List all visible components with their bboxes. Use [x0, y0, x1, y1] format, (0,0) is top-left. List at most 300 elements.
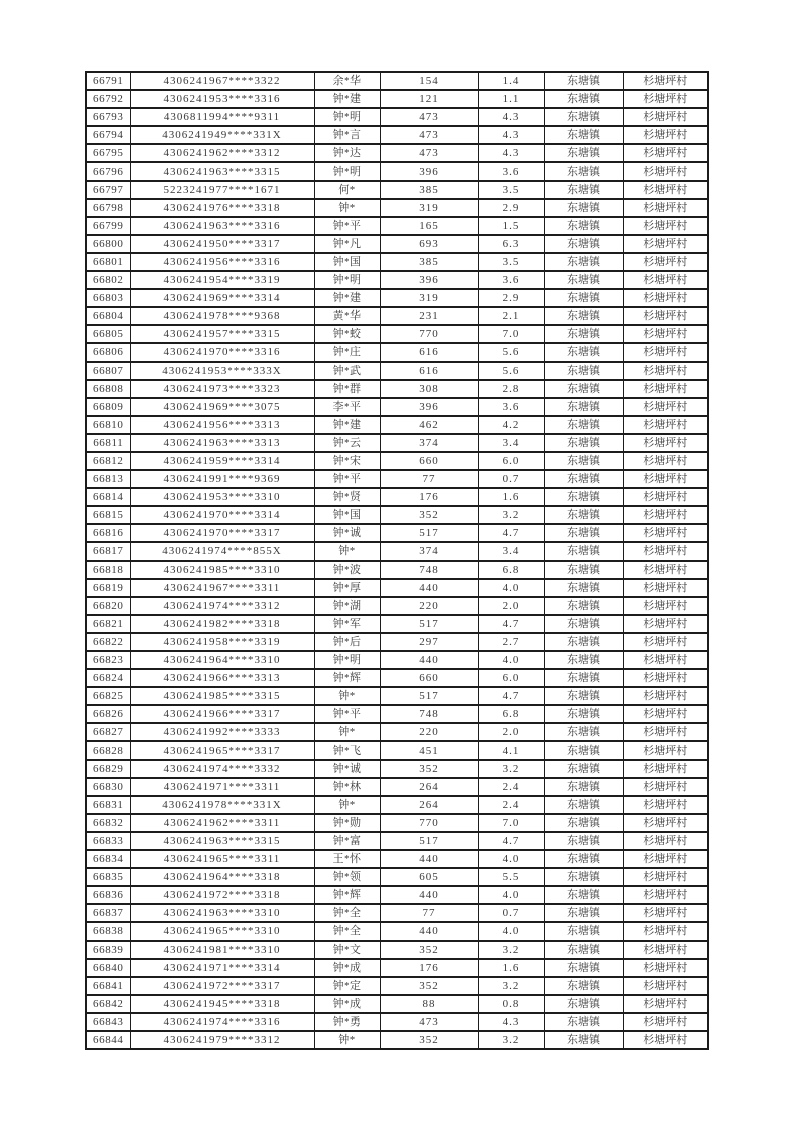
cell-village: 杉塘坪村: [623, 687, 708, 705]
cell-seq: 66802: [86, 271, 130, 289]
cell-name: 钟*: [314, 542, 380, 560]
cell-name: 钟*成: [314, 959, 380, 977]
cell-seq: 66799: [86, 217, 130, 235]
cell-town: 东塘镇: [544, 904, 623, 922]
cell-id-number: 4306241963****3313: [130, 434, 314, 452]
cell-village: 杉塘坪村: [623, 452, 708, 470]
cell-town: 东塘镇: [544, 380, 623, 398]
cell-seq: 66814: [86, 488, 130, 506]
cell-name: 李*平: [314, 398, 380, 416]
cell-village: 杉塘坪村: [623, 723, 708, 741]
table-row: [86, 542, 708, 560]
cell-rate: 7.0: [478, 325, 544, 343]
cell-amount: 605: [380, 868, 478, 886]
cell-amount: 220: [380, 597, 478, 615]
cell-seq: 66843: [86, 1013, 130, 1031]
cell-name: 钟*勋: [314, 814, 380, 832]
cell-village: 杉塘坪村: [623, 524, 708, 542]
cell-amount: 473: [380, 1013, 478, 1031]
cell-rate: 0.7: [478, 904, 544, 922]
cell-village: 杉塘坪村: [623, 705, 708, 723]
cell-id-number: 4306241950****3317: [130, 235, 314, 253]
cell-village: 杉塘坪村: [623, 796, 708, 814]
table-row: [86, 126, 708, 144]
table-row: [86, 488, 708, 506]
cell-village: 杉塘坪村: [623, 886, 708, 904]
cell-village: 杉塘坪村: [623, 343, 708, 361]
cell-name: 钟*定: [314, 977, 380, 995]
cell-village: 杉塘坪村: [623, 741, 708, 759]
cell-name: 钟*云: [314, 434, 380, 452]
cell-name: 黄*华: [314, 307, 380, 325]
table-row: [86, 506, 708, 524]
cell-seq: 66837: [86, 904, 130, 922]
cell-town: 东塘镇: [544, 561, 623, 579]
cell-name: 钟*国: [314, 506, 380, 524]
cell-town: 东塘镇: [544, 597, 623, 615]
cell-id-number: 4306241963****3315: [130, 162, 314, 180]
cell-name: 钟*明: [314, 108, 380, 126]
table-row: [86, 868, 708, 886]
cell-town: 东塘镇: [544, 90, 623, 108]
cell-name: 钟*: [314, 796, 380, 814]
cell-amount: 517: [380, 524, 478, 542]
cell-village: 杉塘坪村: [623, 434, 708, 452]
cell-id-number: 4306241981****3310: [130, 941, 314, 959]
cell-village: 杉塘坪村: [623, 904, 708, 922]
cell-rate: 4.0: [478, 850, 544, 868]
cell-seq: 66830: [86, 778, 130, 796]
cell-name: 钟*富: [314, 832, 380, 850]
cell-amount: 88: [380, 995, 478, 1013]
table-row: [86, 687, 708, 705]
cell-id-number: 4306241949****331X: [130, 126, 314, 144]
cell-seq: 66794: [86, 126, 130, 144]
cell-amount: 440: [380, 886, 478, 904]
cell-amount: 352: [380, 941, 478, 959]
cell-id-number: 4306241963****3310: [130, 904, 314, 922]
cell-name: 钟*建: [314, 416, 380, 434]
table-row: [86, 524, 708, 542]
cell-rate: 3.4: [478, 434, 544, 452]
cell-id-number: 4306241945****3318: [130, 995, 314, 1013]
cell-amount: 517: [380, 615, 478, 633]
table-row: [86, 398, 708, 416]
cell-seq: 66823: [86, 651, 130, 669]
cell-name: 钟*明: [314, 651, 380, 669]
cell-id-number: 4306241962****3312: [130, 144, 314, 162]
cell-town: 东塘镇: [544, 398, 623, 416]
cell-amount: 297: [380, 633, 478, 651]
cell-name: 钟*波: [314, 561, 380, 579]
table-row: [86, 832, 708, 850]
cell-name: 钟*飞: [314, 741, 380, 759]
cell-name: 钟*达: [314, 144, 380, 162]
cell-amount: 748: [380, 705, 478, 723]
cell-town: 东塘镇: [544, 687, 623, 705]
cell-rate: 3.6: [478, 398, 544, 416]
cell-village: 杉塘坪村: [623, 760, 708, 778]
cell-rate: 1.4: [478, 72, 544, 90]
cell-town: 东塘镇: [544, 108, 623, 126]
cell-rate: 4.0: [478, 579, 544, 597]
cell-village: 杉塘坪村: [623, 488, 708, 506]
cell-rate: 7.0: [478, 814, 544, 832]
cell-rate: 1.6: [478, 959, 544, 977]
cell-rate: 0.7: [478, 470, 544, 488]
cell-town: 东塘镇: [544, 922, 623, 940]
cell-village: 杉塘坪村: [623, 416, 708, 434]
cell-name: 钟*领: [314, 868, 380, 886]
table-row: [86, 778, 708, 796]
cell-amount: 121: [380, 90, 478, 108]
cell-village: 杉塘坪村: [623, 941, 708, 959]
cell-name: 钟*武: [314, 362, 380, 380]
cell-rate: 3.5: [478, 253, 544, 271]
table-row: [86, 959, 708, 977]
cell-village: 杉塘坪村: [623, 615, 708, 633]
cell-amount: 517: [380, 832, 478, 850]
table-row: [86, 108, 708, 126]
table-row: [86, 886, 708, 904]
cell-rate: 2.0: [478, 723, 544, 741]
cell-village: 杉塘坪村: [623, 506, 708, 524]
cell-name: 余*华: [314, 72, 380, 90]
table-row: [86, 941, 708, 959]
cell-id-number: 4306241967****3322: [130, 72, 314, 90]
cell-town: 东塘镇: [544, 796, 623, 814]
table-row: [86, 705, 708, 723]
cell-amount: 176: [380, 959, 478, 977]
table-row: [86, 271, 708, 289]
cell-amount: 473: [380, 108, 478, 126]
table-row: [86, 850, 708, 868]
cell-amount: 451: [380, 741, 478, 759]
cell-village: 杉塘坪村: [623, 579, 708, 597]
cell-rate: 3.2: [478, 760, 544, 778]
cell-town: 东塘镇: [544, 1031, 623, 1049]
cell-id-number: 4306241985****3315: [130, 687, 314, 705]
cell-name: 钟*: [314, 687, 380, 705]
table-row: [86, 199, 708, 217]
cell-name: 钟*: [314, 199, 380, 217]
cell-name: 钟*军: [314, 615, 380, 633]
cell-id-number: 4306241991****9369: [130, 470, 314, 488]
cell-seq: 66815: [86, 506, 130, 524]
cell-town: 东塘镇: [544, 814, 623, 832]
table-row: [86, 470, 708, 488]
cell-town: 东塘镇: [544, 1013, 623, 1031]
cell-id-number: 4306241953****3310: [130, 488, 314, 506]
cell-town: 东塘镇: [544, 271, 623, 289]
cell-name: 钟*平: [314, 470, 380, 488]
cell-village: 杉塘坪村: [623, 72, 708, 90]
cell-amount: 352: [380, 506, 478, 524]
cell-amount: 748: [380, 561, 478, 579]
cell-village: 杉塘坪村: [623, 398, 708, 416]
cell-id-number: 4306241965****3317: [130, 741, 314, 759]
cell-amount: 660: [380, 669, 478, 687]
cell-rate: 1.5: [478, 217, 544, 235]
cell-town: 东塘镇: [544, 199, 623, 217]
table-row: [86, 452, 708, 470]
cell-village: 杉塘坪村: [623, 217, 708, 235]
cell-id-number: 4306241978****9368: [130, 307, 314, 325]
cell-seq: 66817: [86, 542, 130, 560]
cell-town: 东塘镇: [544, 615, 623, 633]
cell-name: 钟*平: [314, 705, 380, 723]
cell-id-number: 4306241970****3314: [130, 506, 314, 524]
cell-village: 杉塘坪村: [623, 959, 708, 977]
cell-town: 东塘镇: [544, 307, 623, 325]
table-row: [86, 1013, 708, 1031]
cell-id-number: 4306241978****331X: [130, 796, 314, 814]
cell-rate: 2.0: [478, 597, 544, 615]
cell-village: 杉塘坪村: [623, 199, 708, 217]
cell-amount: 385: [380, 181, 478, 199]
cell-rate: 0.8: [478, 995, 544, 1013]
cell-id-number: 4306241966****3313: [130, 669, 314, 687]
cell-town: 东塘镇: [544, 633, 623, 651]
cell-town: 东塘镇: [544, 778, 623, 796]
cell-town: 东塘镇: [544, 651, 623, 669]
cell-seq: 66820: [86, 597, 130, 615]
table-row: [86, 814, 708, 832]
cell-id-number: 4306241962****3311: [130, 814, 314, 832]
cell-village: 杉塘坪村: [623, 651, 708, 669]
cell-id-number: 4306241992****3333: [130, 723, 314, 741]
table-row: [86, 72, 708, 90]
cell-seq: 66800: [86, 235, 130, 253]
cell-seq: 66838: [86, 922, 130, 940]
table-row: [86, 217, 708, 235]
cell-town: 东塘镇: [544, 343, 623, 361]
cell-amount: 154: [380, 72, 478, 90]
cell-rate: 3.5: [478, 181, 544, 199]
table-row: [86, 289, 708, 307]
cell-town: 东塘镇: [544, 434, 623, 452]
cell-seq: 66791: [86, 72, 130, 90]
cell-rate: 4.2: [478, 416, 544, 434]
cell-rate: 6.8: [478, 705, 544, 723]
cell-seq: 66810: [86, 416, 130, 434]
cell-town: 东塘镇: [544, 470, 623, 488]
cell-seq: 66811: [86, 434, 130, 452]
cell-town: 东塘镇: [544, 162, 623, 180]
cell-town: 东塘镇: [544, 506, 623, 524]
cell-village: 杉塘坪村: [623, 868, 708, 886]
cell-id-number: 4306241957****3315: [130, 325, 314, 343]
cell-seq: 66793: [86, 108, 130, 126]
cell-name: 钟*成: [314, 995, 380, 1013]
table-row: [86, 922, 708, 940]
cell-id-number: 4306241964****3310: [130, 651, 314, 669]
cell-amount: 352: [380, 1031, 478, 1049]
cell-rate: 6.8: [478, 561, 544, 579]
cell-seq: 66792: [86, 90, 130, 108]
cell-amount: 220: [380, 723, 478, 741]
cell-rate: 4.3: [478, 144, 544, 162]
cell-name: 钟*厚: [314, 579, 380, 597]
cell-id-number: 4306241973****3323: [130, 380, 314, 398]
cell-amount: 396: [380, 271, 478, 289]
cell-name: 钟*: [314, 1031, 380, 1049]
cell-seq: 66801: [86, 253, 130, 271]
cell-town: 东塘镇: [544, 995, 623, 1013]
cell-id-number: 4306241964****3318: [130, 868, 314, 886]
cell-seq: 66812: [86, 452, 130, 470]
cell-town: 东塘镇: [544, 886, 623, 904]
cell-id-number: 4306241972****3317: [130, 977, 314, 995]
cell-name: 钟*明: [314, 271, 380, 289]
table-row: [86, 633, 708, 651]
table-row: [86, 162, 708, 180]
cell-name: 钟*群: [314, 380, 380, 398]
cell-seq: 66805: [86, 325, 130, 343]
cell-amount: 319: [380, 199, 478, 217]
cell-rate: 4.7: [478, 832, 544, 850]
cell-village: 杉塘坪村: [623, 814, 708, 832]
cell-rate: 2.7: [478, 633, 544, 651]
cell-id-number: 4306241963****3315: [130, 832, 314, 850]
cell-name: 钟*勇: [314, 1013, 380, 1031]
table-row: [86, 235, 708, 253]
cell-seq: 66822: [86, 633, 130, 651]
cell-town: 东塘镇: [544, 72, 623, 90]
cell-village: 杉塘坪村: [623, 162, 708, 180]
table-row: [86, 741, 708, 759]
table-row: [86, 434, 708, 452]
cell-seq: 66821: [86, 615, 130, 633]
cell-id-number: 4306241974****3312: [130, 597, 314, 615]
cell-seq: 66842: [86, 995, 130, 1013]
cell-amount: 264: [380, 796, 478, 814]
table-body: [86, 72, 708, 1049]
cell-id-number: 4306241956****3316: [130, 253, 314, 271]
table-row: [86, 651, 708, 669]
cell-id-number: 4306241958****3319: [130, 633, 314, 651]
cell-id-number: 4306241976****3318: [130, 199, 314, 217]
cell-id-number: 4306241972****3318: [130, 886, 314, 904]
cell-seq: 66825: [86, 687, 130, 705]
table-row: [86, 343, 708, 361]
cell-rate: 4.0: [478, 922, 544, 940]
cell-rate: 2.9: [478, 199, 544, 217]
table-row: [86, 723, 708, 741]
cell-town: 东塘镇: [544, 235, 623, 253]
cell-id-number: 4306241967****3311: [130, 579, 314, 597]
cell-seq: 66797: [86, 181, 130, 199]
cell-town: 东塘镇: [544, 850, 623, 868]
cell-village: 杉塘坪村: [623, 561, 708, 579]
table-row: [86, 307, 708, 325]
cell-seq: 66796: [86, 162, 130, 180]
cell-village: 杉塘坪村: [623, 271, 708, 289]
cell-village: 杉塘坪村: [623, 144, 708, 162]
cell-village: 杉塘坪村: [623, 289, 708, 307]
table-row: [86, 362, 708, 380]
cell-id-number: 4306241956****3313: [130, 416, 314, 434]
table-row: [86, 904, 708, 922]
table-row: [86, 796, 708, 814]
cell-rate: 6.0: [478, 669, 544, 687]
cell-town: 东塘镇: [544, 741, 623, 759]
cell-amount: 396: [380, 162, 478, 180]
cell-seq: 66824: [86, 669, 130, 687]
cell-town: 东塘镇: [544, 977, 623, 995]
cell-amount: 462: [380, 416, 478, 434]
cell-rate: 1.1: [478, 90, 544, 108]
cell-seq: 66803: [86, 289, 130, 307]
cell-village: 杉塘坪村: [623, 126, 708, 144]
cell-rate: 5.5: [478, 868, 544, 886]
cell-village: 杉塘坪村: [623, 470, 708, 488]
cell-town: 东塘镇: [544, 669, 623, 687]
cell-name: 钟*全: [314, 904, 380, 922]
cell-seq: 66798: [86, 199, 130, 217]
cell-village: 杉塘坪村: [623, 597, 708, 615]
cell-rate: 4.3: [478, 108, 544, 126]
cell-name: 钟*林: [314, 778, 380, 796]
cell-amount: 440: [380, 922, 478, 940]
cell-amount: 231: [380, 307, 478, 325]
cell-name: 钟*全: [314, 922, 380, 940]
table-row: [86, 615, 708, 633]
cell-rate: 3.6: [478, 162, 544, 180]
cell-id-number: 4306811994****9311: [130, 108, 314, 126]
table-row: [86, 669, 708, 687]
cell-name: 何*: [314, 181, 380, 199]
cell-name: 钟*庄: [314, 343, 380, 361]
cell-village: 杉塘坪村: [623, 181, 708, 199]
cell-seq: 66831: [86, 796, 130, 814]
cell-seq: 66836: [86, 886, 130, 904]
cell-rate: 3.2: [478, 977, 544, 995]
table-row: [86, 760, 708, 778]
cell-seq: 66829: [86, 760, 130, 778]
cell-id-number: 4306241965****3311: [130, 850, 314, 868]
cell-id-number: 4306241982****3318: [130, 615, 314, 633]
cell-id-number: 4306241969****3075: [130, 398, 314, 416]
cell-town: 东塘镇: [544, 289, 623, 307]
cell-seq: 66816: [86, 524, 130, 542]
cell-rate: 2.4: [478, 796, 544, 814]
cell-id-number: 4306241953****333X: [130, 362, 314, 380]
table-row: [86, 144, 708, 162]
cell-seq: 66809: [86, 398, 130, 416]
cell-name: 钟*明: [314, 162, 380, 180]
cell-seq: 66832: [86, 814, 130, 832]
table-row: [86, 181, 708, 199]
cell-seq: 66844: [86, 1031, 130, 1049]
cell-village: 杉塘坪村: [623, 778, 708, 796]
cell-id-number: 4306241966****3317: [130, 705, 314, 723]
cell-rate: 4.3: [478, 1013, 544, 1031]
cell-name: 钟*诚: [314, 524, 380, 542]
cell-town: 东塘镇: [544, 253, 623, 271]
cell-name: 钟*蛟: [314, 325, 380, 343]
cell-amount: 660: [380, 452, 478, 470]
cell-id-number: 4306241971****3311: [130, 778, 314, 796]
cell-rate: 5.6: [478, 362, 544, 380]
cell-village: 杉塘坪村: [623, 850, 708, 868]
cell-village: 杉塘坪村: [623, 977, 708, 995]
cell-id-number: 4306241954****3319: [130, 271, 314, 289]
cell-amount: 517: [380, 687, 478, 705]
cell-village: 杉塘坪村: [623, 362, 708, 380]
cell-village: 杉塘坪村: [623, 325, 708, 343]
cell-amount: 176: [380, 488, 478, 506]
